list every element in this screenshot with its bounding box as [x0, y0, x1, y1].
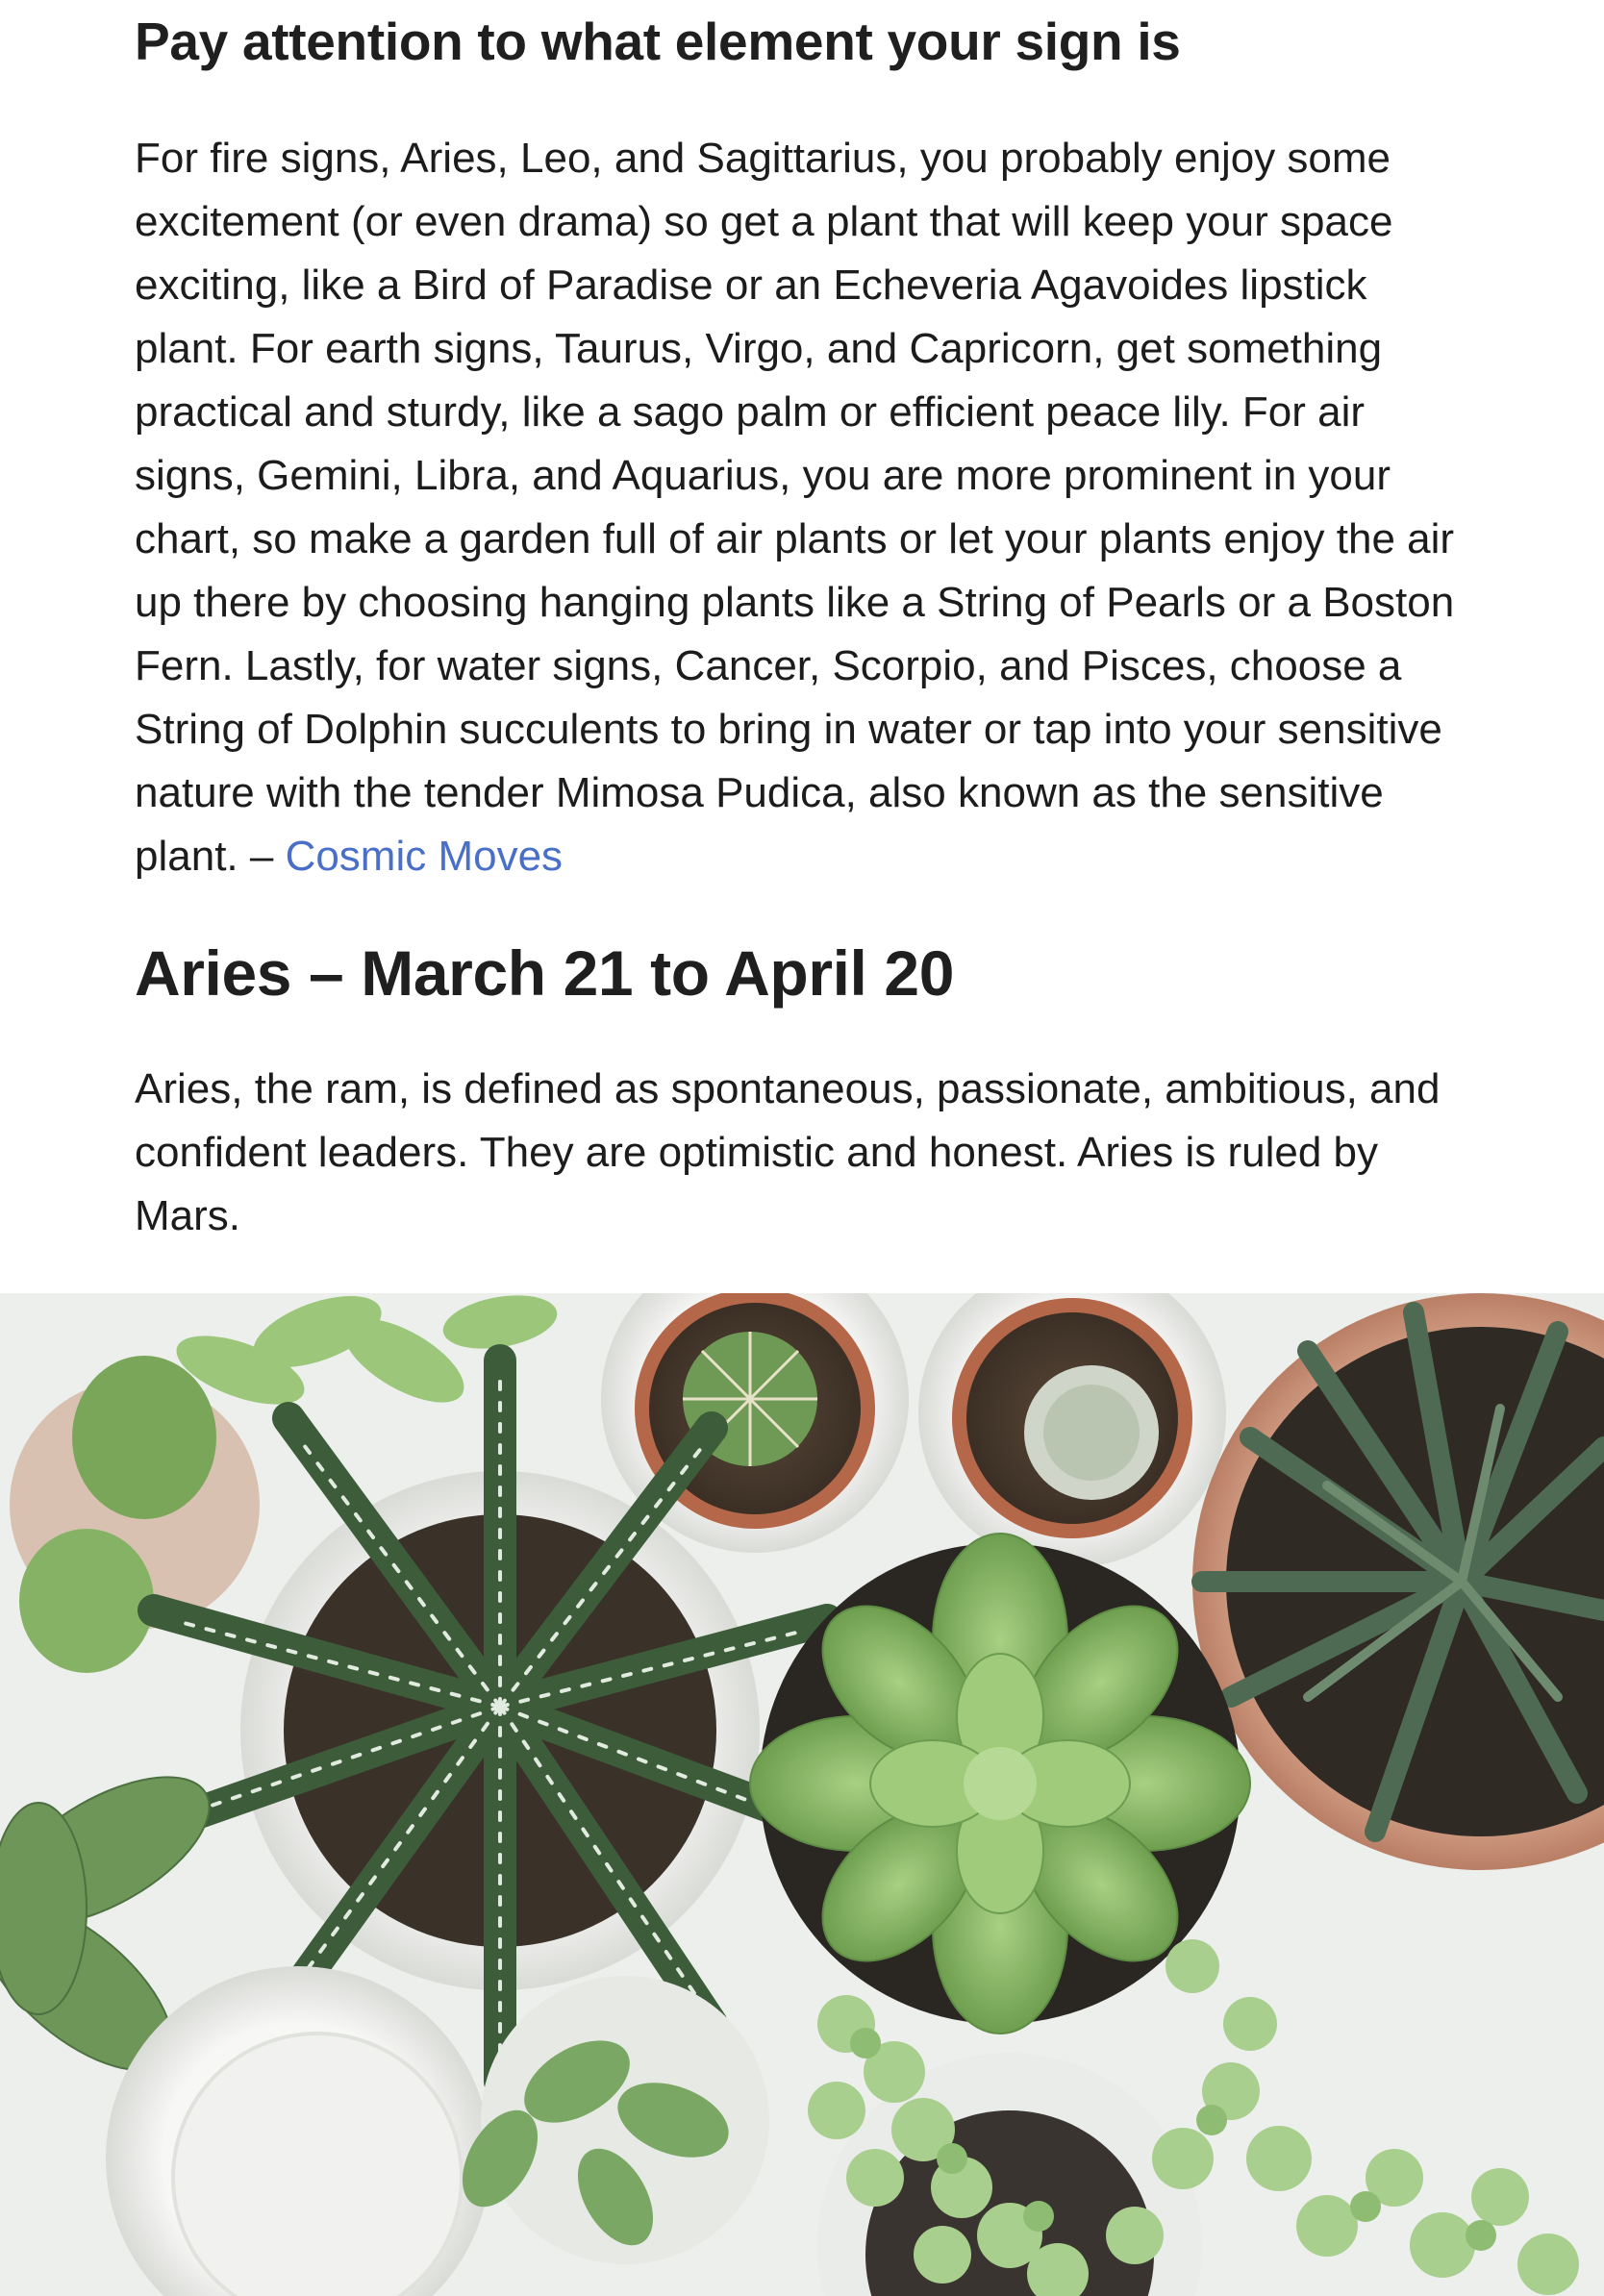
element-paragraph	[135, 127, 1481, 888]
element-paragraph-text: For fire signs, Aries, Leo, and Sagittarius, you probably enjoy some excitement (or even drama) so get a plant that will keep your space exciting, like a Bird of Paradise or an Echeveria Agavoides lipstick plant. For earth signs, Taurus, Virgo, and Capricorn, get something practical and sturdy, like a sago palm or efficient peace lily. For air signs, Gemini, Libra, and Aquarius, you are more prominent in your chart, so make a garden full of air plants or let your plants enjoy the air up there by choosing hanging plants like a String of Pearls or a Boston Fern. Lastly, for water signs, Cancer, Scorpio, and Pisces, choose a String of Dolphin succulents to bring in water or tap into your sensitive nature with the tender Mimosa Pudica, also known as the sensitive plant. –	[135, 135, 1455, 880]
section-heading-aries: Aries – March 21 to April 20	[135, 937, 955, 1009]
succulents-illustration	[0, 1293, 1604, 2296]
succulents-photo	[0, 1293, 1604, 2296]
section-heading-element: Pay attention to what element your sign is	[135, 12, 1181, 71]
aries-paragraph: Aries, the ram, is defined as spontaneous, passionate, ambitious, and confident leaders. They are optimistic and honest. Aries is ruled by Mars.	[135, 1065, 1441, 1239]
cosmic-moves-link[interactable]: Cosmic Moves	[285, 833, 564, 880]
